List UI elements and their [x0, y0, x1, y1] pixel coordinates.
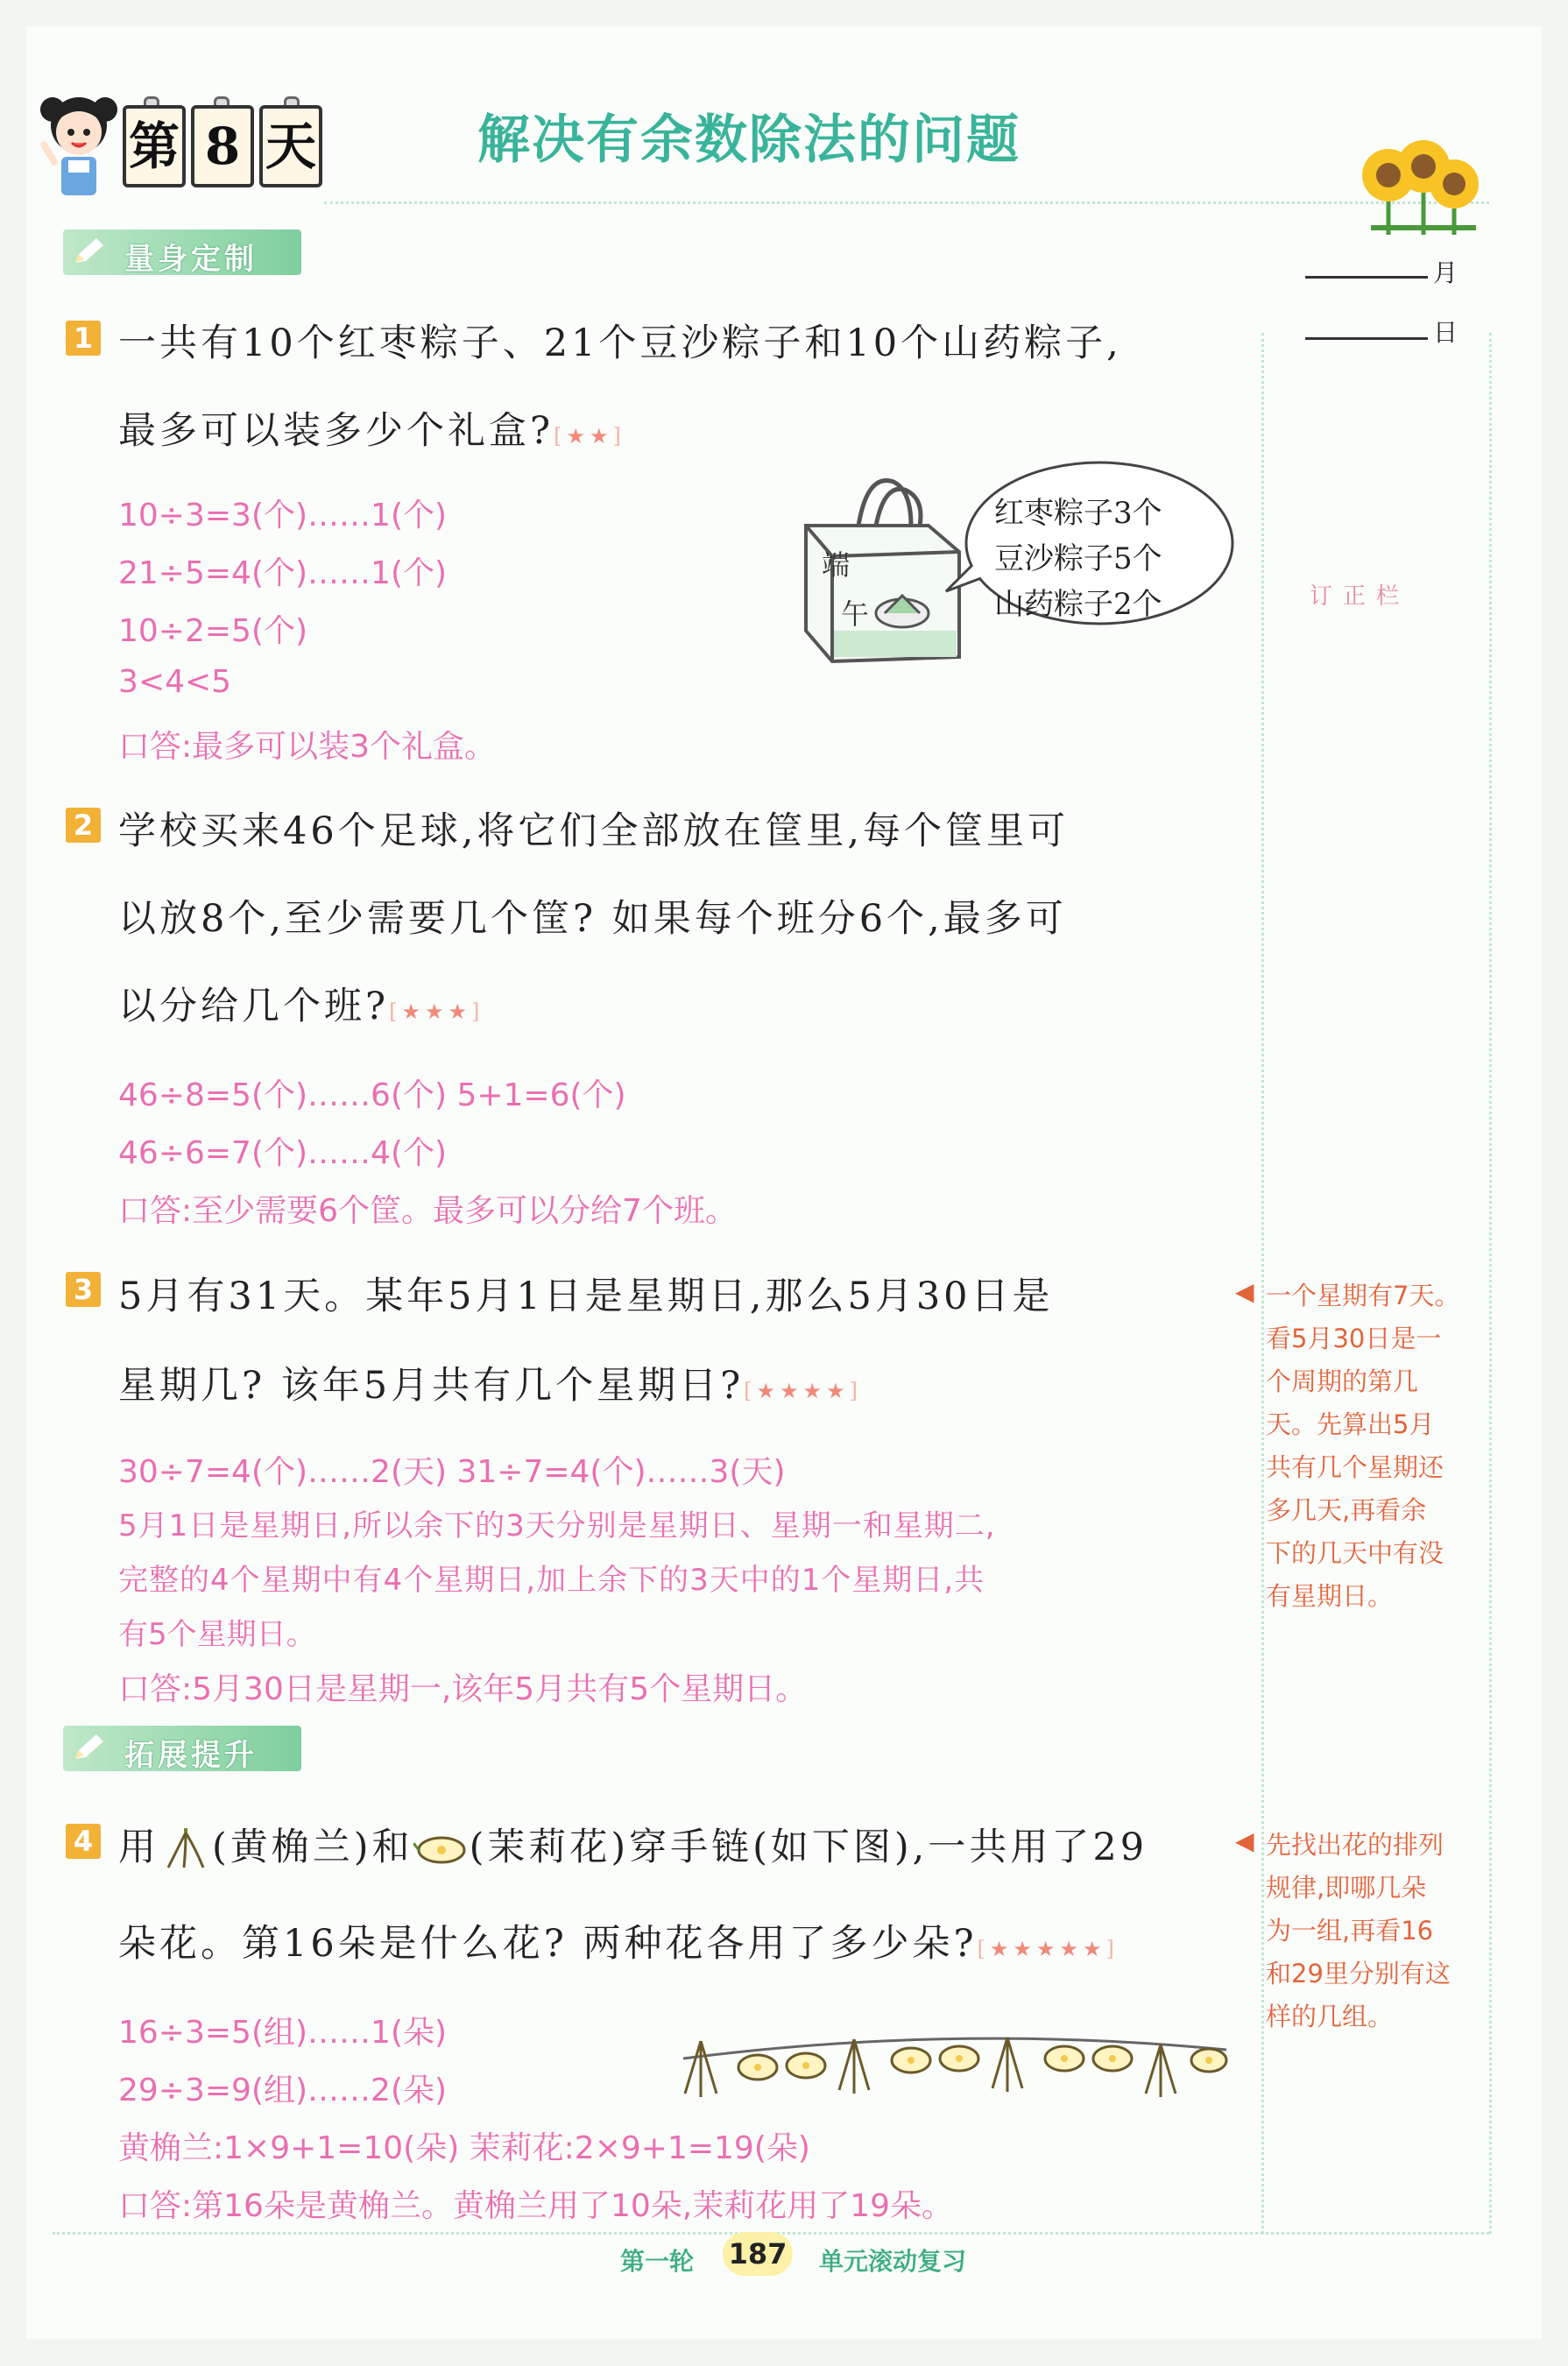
q4-hint	[1266, 1824, 1451, 2038]
q4-line-2-text: 朵花。第16朵是什么花? 两种花各用了多少朵?	[118, 1922, 978, 1966]
hint-line: 规律,即哪几朵	[1266, 1873, 1427, 1903]
q1-answer-4: 3<4<5	[118, 664, 232, 700]
q2-line-3	[118, 977, 484, 1030]
section-tag-tailored	[63, 230, 301, 275]
difficulty-stars: [★★]	[554, 424, 625, 448]
q2-line-2: 以放8个,至少需要几个筐? 如果每个班分6个,最多可	[118, 897, 1067, 941]
bubble-line-2: 豆沙粽子5个	[994, 541, 1162, 576]
q1-answer-2: 21÷5=4(个)……1(个)	[118, 555, 448, 591]
jasmine-flower-icon	[413, 1831, 470, 1869]
hint-line: 下的几天中有没	[1266, 1538, 1444, 1568]
hint-line: 看5月30日是一	[1266, 1324, 1442, 1353]
hint-line: 和29里分别有这	[1266, 1959, 1451, 1988]
q3-answer-2: 5月1日是星期日,所以余下的3天分别是星期日、星期一和星期二,	[118, 1508, 996, 1543]
difficulty-stars: [★★★★]	[744, 1379, 862, 1403]
q2-line-1: 学校买来46个足球,将它们全部放在筐里,每个筐里可	[118, 809, 1070, 853]
month-blank[interactable]	[1305, 276, 1428, 279]
hint-line: 多几天,再看余	[1266, 1495, 1427, 1525]
q4-answer-1: 16÷3=5(组)……1(朵)	[118, 2015, 448, 2051]
day-char-1: 第	[123, 105, 186, 187]
q4-answer-3: 黄桷兰:1×9+1=10(朵) 茉莉花:2×9+1=19(朵)	[118, 2130, 810, 2166]
question-number-4: 4	[66, 1824, 101, 1859]
hint-line: 天。先算出5月	[1266, 1409, 1435, 1439]
difficulty-stars: [★★★★★]	[977, 1937, 1119, 1961]
pencil-icon	[72, 1733, 107, 1764]
section-title: 拓展提升	[124, 1738, 258, 1773]
hint-line: 先找出花的排列	[1266, 1830, 1444, 1860]
q3-line-2-text: 星期几? 该年5月共有几个星期日?	[118, 1364, 745, 1408]
bag-char-1: 端	[822, 548, 851, 582]
day-char-3: 天	[259, 105, 322, 187]
difficulty-stars: [★★★]	[389, 999, 484, 1024]
arrow-left-icon: ◀	[1235, 1826, 1254, 1855]
top-border	[324, 201, 1489, 204]
q2-answer-3: 口答:至少需要6个筐。最多可以分给7个班。	[118, 1193, 737, 1229]
month-label: 月	[1433, 258, 1459, 287]
bubble-line-1: 红枣粽子3个	[994, 496, 1162, 531]
q4-text-c: (茉莉花)穿手链(如下图),一共用了29	[469, 1826, 1148, 1869]
hint-line: 样的几组。	[1266, 2002, 1394, 2031]
q4-text-b: (黄桷兰)和	[212, 1826, 413, 1869]
hint-line: 个周期的第几	[1266, 1367, 1419, 1396]
hint-line: 有星期日。	[1266, 1581, 1394, 1611]
q3-answer-5: 口答:5月30日是星期一,该年5月共有5个星期日。	[118, 1671, 808, 1707]
margin-divider	[1261, 333, 1264, 2234]
day-label: 日	[1433, 318, 1459, 347]
day-number: 8	[191, 105, 254, 187]
q3-line-1: 5月有31天。某年5月1日是星期日,那么5月30日是	[118, 1275, 1054, 1318]
q3-hint	[1266, 1275, 1459, 1618]
section-tag-extension	[63, 1726, 301, 1771]
q4-line-2	[118, 1914, 1119, 1967]
q4-answer-2: 29÷3=9(组)……2(朵)	[118, 2073, 448, 2108]
q3-line-2	[118, 1356, 862, 1409]
pencil-icon	[72, 237, 107, 268]
flower-bracelet-illustration	[675, 2006, 1235, 2111]
q2-answer-1: 46÷8=5(个)……6(个) 5+1=6(个)	[118, 1077, 626, 1113]
q4-line-1	[118, 1818, 1148, 1872]
q1-line-2-text: 最多可以装多少个礼盒?	[118, 409, 554, 453]
q3-answer-1: 30÷7=4(个)……2(天) 31÷7=4(个)……3(天)	[118, 1454, 786, 1490]
girl-illustration	[35, 83, 123, 206]
q4-text-a: 用	[118, 1826, 159, 1869]
q2-answer-2: 46÷6=7(个)……4(个)	[118, 1135, 448, 1171]
bubble-line-3: 山药粽子2个	[994, 587, 1162, 622]
q1-line-2	[118, 401, 625, 455]
page-number: 187	[723, 2232, 793, 2276]
footer-left-label: 第一轮	[620, 2247, 695, 2276]
q3-answer-4: 有5个星期日。	[118, 1617, 316, 1652]
q1-answer-5: 口答:最多可以装3个礼盒。	[118, 729, 497, 765]
correction-label: 订正栏	[1310, 583, 1410, 610]
page-title: 解决有余数除法的问题	[477, 109, 1021, 171]
section-title: 量身定制	[124, 242, 258, 277]
bag-char-2: 午	[841, 597, 870, 631]
hint-line: 一个星期有7天。	[1266, 1281, 1460, 1310]
hint-line: 为一组,再看16	[1266, 1916, 1434, 1946]
day-blank[interactable]	[1305, 337, 1428, 340]
question-number-1: 1	[66, 321, 101, 356]
q1-line-1: 一共有10个红枣粽子、21个豆沙粽子和10个山药粽子,	[118, 321, 1122, 365]
question-number-2: 2	[66, 808, 101, 843]
question-number-3: 3	[66, 1272, 101, 1307]
q3-answer-3: 完整的4个星期中有4个星期日,加上余下的3天中的1个星期日,共	[118, 1563, 985, 1598]
right-border	[1489, 333, 1492, 2234]
q2-line-3-text: 以分给几个班?	[118, 985, 390, 1028]
q1-answer-3: 10÷2=5(个)	[118, 613, 308, 649]
magnolia-flower-icon	[159, 1828, 212, 1872]
q1-answer-1: 10÷3=3(个)……1(个)	[118, 498, 448, 533]
hint-line: 共有几个星期还	[1266, 1452, 1444, 1482]
sunflower-icon	[1353, 140, 1485, 237]
arrow-left-icon: ◀	[1235, 1277, 1254, 1306]
q4-answer-4: 口答:第16朵是黄桷兰。黄桷兰用了10朵,茉莉花用了19朵。	[118, 2188, 953, 2224]
footer-right-label: 单元滚动复习	[819, 2247, 967, 2276]
